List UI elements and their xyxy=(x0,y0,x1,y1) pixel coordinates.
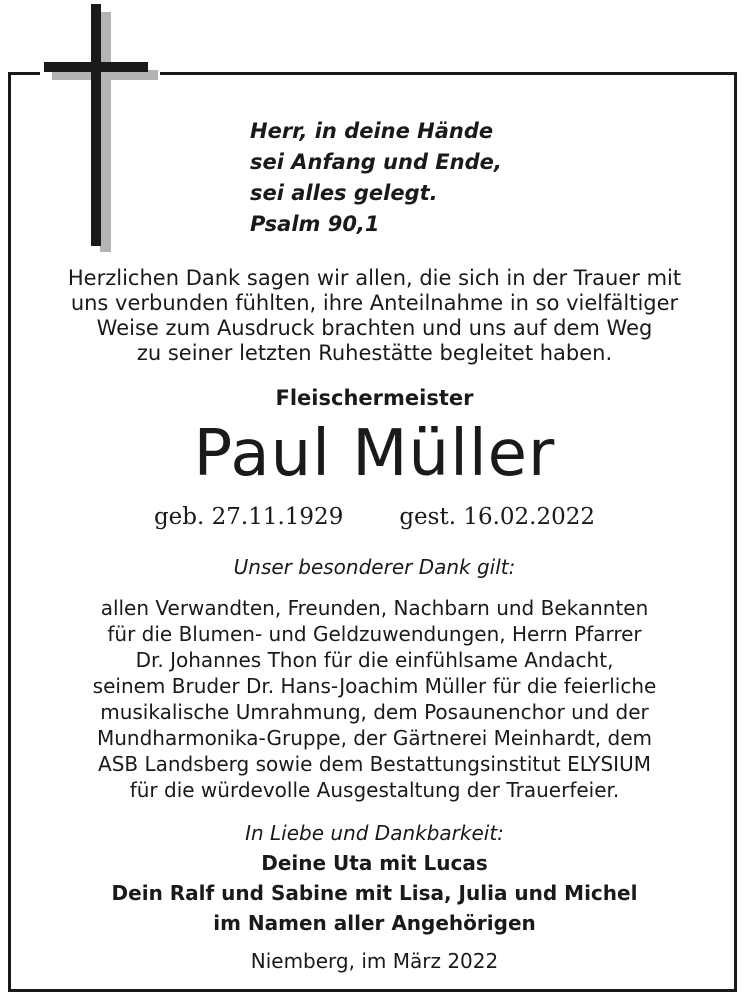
cross-shadow-vertical xyxy=(100,12,111,252)
mourner-line: im Namen aller Angehörigen xyxy=(213,911,536,935)
thanks-line: für die würdevolle Ausgestaltung der Trauerfeier. xyxy=(129,778,620,802)
thanks-line: ASB Landsberg sowie dem Bestattungsinstitut ELYSIUM xyxy=(98,752,651,776)
intro-line: Weise zum Ausdruck brachten und uns auf dem Weg xyxy=(96,316,653,340)
intro-text xyxy=(20,266,729,366)
birth-date: geb. 27.11.1929 xyxy=(153,504,344,530)
life-dates xyxy=(20,500,729,534)
thanks-line: für die Blumen- und Geldzuwendungen, Herrn Pfarrer xyxy=(107,622,642,646)
thanks-heading: Unser besonderer Dank gilt: xyxy=(233,555,516,579)
thanks-body xyxy=(20,595,729,803)
thanks-line: allen Verwandten, Freunden, Nachbarn und Bekannten xyxy=(100,596,649,620)
psalm-line: Herr, in deine Hände xyxy=(250,119,494,143)
psalm-quote xyxy=(250,116,502,240)
intro-line: zu seiner letzten Ruhestätte begleitet haben. xyxy=(136,341,613,365)
place-date: Niemberg, im März 2022 xyxy=(250,949,499,973)
intro-line: Herzlichen Dank sagen wir allen, die sich in der Trauer mit xyxy=(67,266,682,290)
mourner-line: Deine Uta mit Lucas xyxy=(261,851,488,875)
psalm-line: sei alles gelegt. xyxy=(250,181,438,205)
thanks-line: Mundharmonika-Gruppe, der Gärtnerei Meinhardt, dem xyxy=(96,726,652,750)
death-date: gest. 16.02.2022 xyxy=(399,504,596,530)
thanks-line: musikalische Umrahmung, dem Posaunenchor und der xyxy=(100,700,649,724)
thanks-line: Dr. Johannes Thon für die einfühlsame Andacht, xyxy=(135,648,614,672)
thanks-line: seinem Bruder Dr. Hans-Joachim Müller für die feierliche xyxy=(92,674,657,698)
cross-icon xyxy=(91,4,101,246)
mourner-line: Dein Ralf und Sabine mit Lisa, Julia und Michel xyxy=(111,881,638,905)
deceased-title: Fleischermeister xyxy=(275,386,474,410)
cross-icon-bar xyxy=(44,62,148,72)
psalm-line: sei Anfang und Ende, xyxy=(250,150,502,174)
intro-line: uns verbunden fühlten, ihre Anteilnahme in so vielfältiger xyxy=(70,291,679,315)
closing-block xyxy=(20,818,729,938)
deceased-name: Paul Müller xyxy=(193,417,556,491)
psalm-reference: Psalm 90,1 xyxy=(250,212,380,236)
closing-intro: In Liebe und Dankbarkeit: xyxy=(245,821,504,845)
